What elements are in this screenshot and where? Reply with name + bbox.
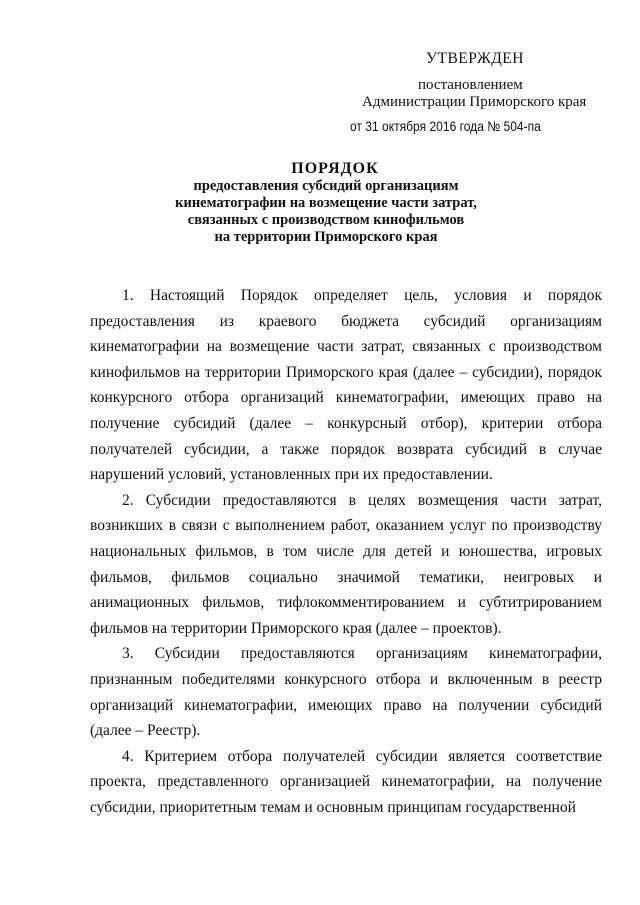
document-title [0, 160, 640, 246]
document-subtitle-line: связанных с производством кинофильмов [187, 212, 465, 228]
document-subtitle-line: на территории Приморского края [214, 229, 438, 245]
approval-date-number: от 31 октября 2016 года № 504-па [350, 118, 541, 134]
paragraph-3: 3. Субсидии предоставляются организациям кинематографии, признанным победителями конкурсного отбора и включенным в реестр организаций кинематографии, имеющих право на получении субсидий (далее – Реестр). [90, 645, 602, 740]
approval-authority: Администрации Приморского края [362, 94, 587, 110]
paragraph-1: 1. Настоящий Порядок определяет цель, условия и порядок предоставления из краевого бюджета субсидий организациям кинематографии на возмещение части затрат, связанных с производством кинофильмов на территории Приморского края (далее – субсидии), порядок конкурсного отбора организаций кинематографии, имеющих право на получение субсидий (далее – конкурсный отбор), критерии отбора получателей субсидии, а также порядок возврата субсидий в случае нарушений условий, установленных при их предоставлении. [90, 287, 602, 484]
approval-resolution-label: постановлением [418, 77, 523, 93]
document-subtitle-line: кинематографии на возмещение части затрат, [175, 195, 477, 211]
paragraph-2: 2. Субсидии предоставляются в целях возмещения части затрат, возникших в связи с выполнением работ, оказанием услуг по производству национальных фильмов, в том числе для детей и юношества, игровых фильмов, фильмов социально значимой тематики, неигровых и анимационных фильмов, тифлокомментированием и субтитрированием фильмов на территории Приморского края (далее – проектов). [90, 491, 602, 637]
document-heading: ПОРЯДОК [291, 160, 379, 177]
paragraph-4: 4. Критерием отбора получателей субсидии является соответствие проекта, представленного организацией кинематографии, на получение субсидии, приоритетным темам и основным принципам государственной [90, 747, 602, 816]
document-subtitle-line: предоставления субсидий организациям [193, 178, 459, 194]
document-body [90, 283, 602, 820]
approved-label: УТВЕРЖДЕН [426, 50, 524, 67]
